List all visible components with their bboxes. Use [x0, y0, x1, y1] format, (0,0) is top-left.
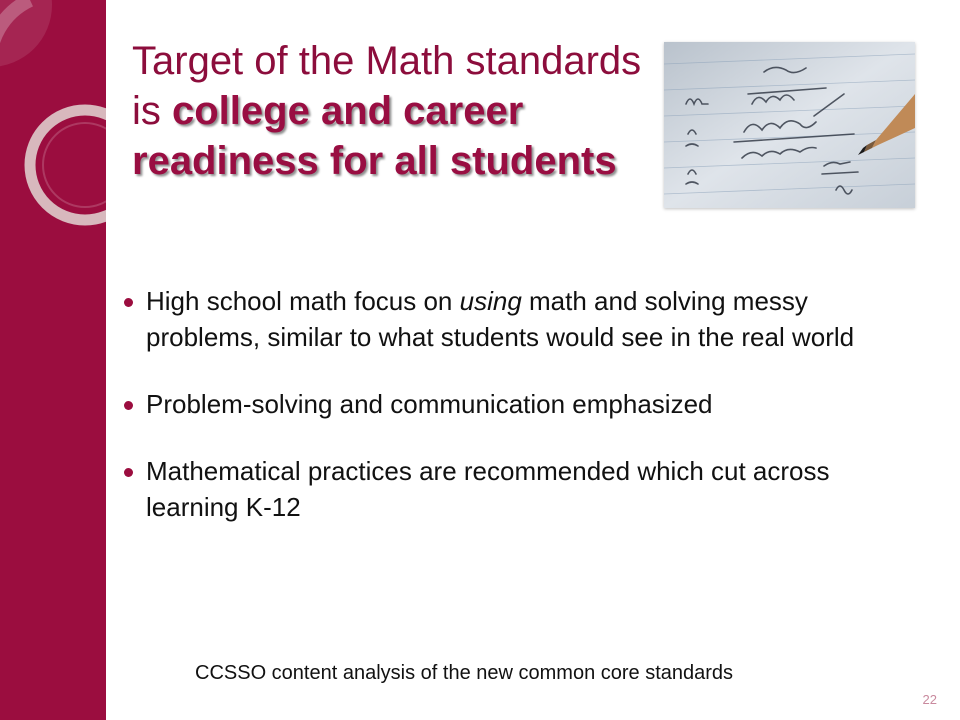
math-worksheet-photo: [664, 42, 915, 208]
sidebar-band: [0, 0, 106, 720]
slide-title: [132, 36, 652, 186]
title-emphasis: college and career readiness for all students: [132, 89, 617, 183]
bullet-text: Problem-solving and communication emphasized: [146, 389, 713, 419]
source-citation: CCSSO content analysis of the new common core standards: [195, 662, 734, 684]
bullet-item: [124, 453, 924, 525]
bullet-list: [124, 283, 924, 525]
bullet-item: [124, 283, 924, 355]
bullet-marker-icon: [124, 401, 133, 410]
bullet-emphasis: using: [459, 286, 522, 316]
title-plain: Target of the Math standards is: [132, 39, 642, 133]
bullet-marker-icon: [124, 468, 133, 477]
bullet-text: High school math focus on: [146, 286, 460, 316]
bullet-text: Mathematical practices are recommended which cut across learning K-12: [146, 456, 830, 522]
bullet-marker-icon: [124, 298, 133, 307]
decorative-rings-icon: [0, 0, 106, 720]
page-number: 22: [922, 692, 937, 707]
bullet-text-cont: math and solving messy problems, similar to what students would see in the real world: [146, 286, 855, 352]
bullet-item: [124, 386, 924, 422]
